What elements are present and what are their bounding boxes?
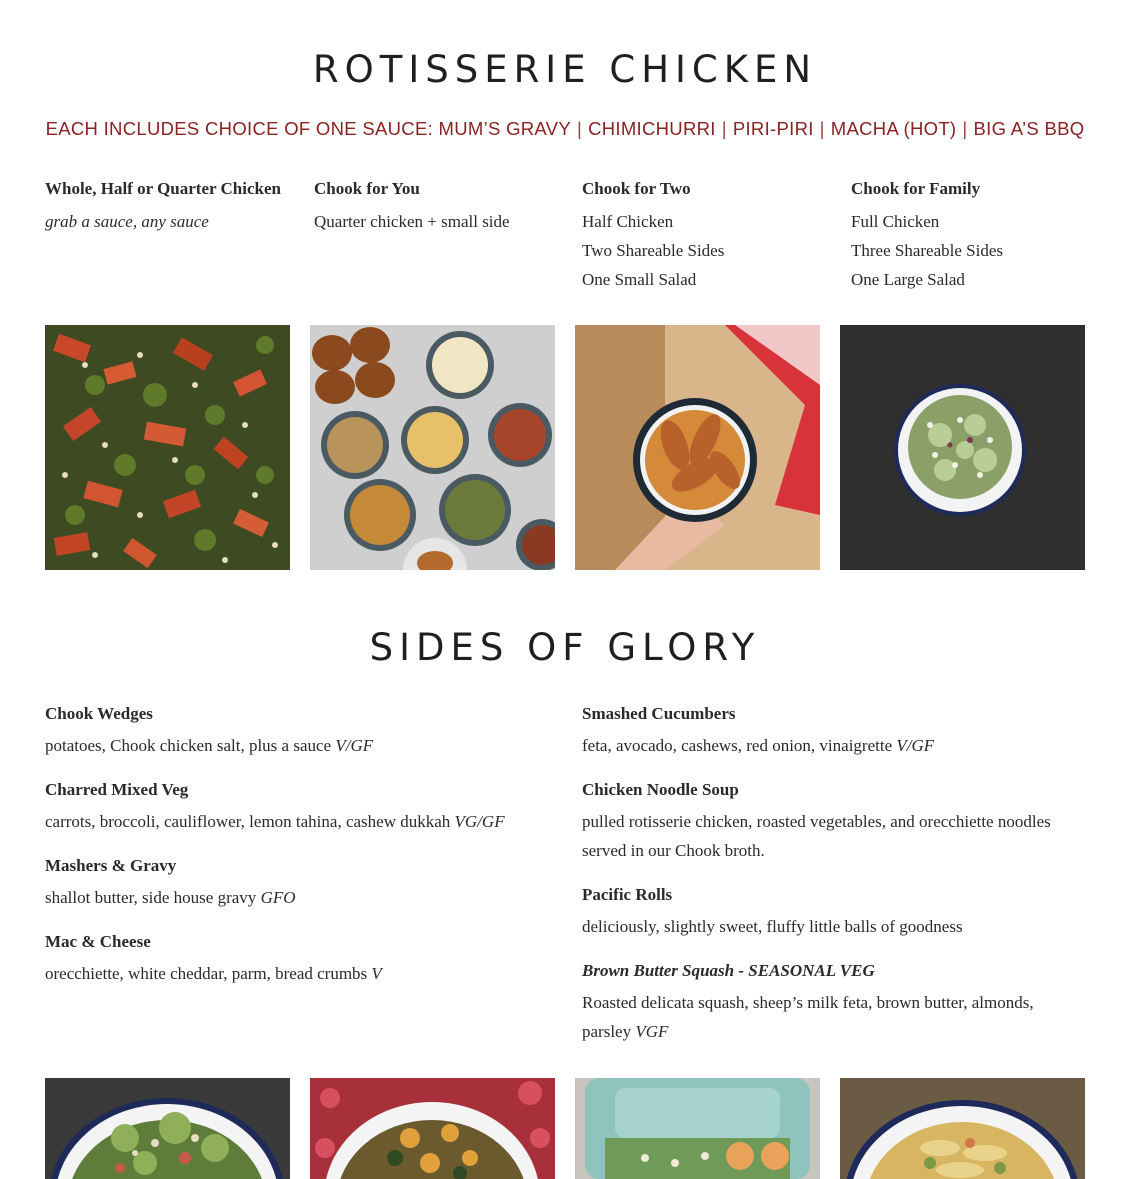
combo-name: Chook for You [314,179,420,198]
dietary-tag: V/GF [335,736,374,755]
side-item-desc-text: orecchiette, white cheddar, parm, bread crumbs [45,964,368,983]
side-item [45,930,555,988]
side-item-desc-text: potatoes, Chook chicken salt, plus a sauce [45,736,332,755]
side-item-desc [45,731,555,760]
combo-line: Two Shareable Sides [582,241,725,260]
dietary-tag: VG/GF [454,812,505,831]
photo-charred-veg [45,325,290,570]
sauce-item-mums-gravy: MUM’S GRAVY [438,118,571,139]
combo-line: Full Chicken [851,212,940,231]
combo-line: Quarter chicken + small side [314,212,510,231]
photo-salad-bowl [45,1078,290,1179]
dietary-tag: GFO [260,888,296,907]
combo-line: One Large Salad [851,270,965,289]
side-item-name: Smashed Cucumbers [582,704,736,723]
side-item-name: Mac & Cheese [45,932,151,951]
side-item-desc [582,731,1082,760]
sauce-separator: | [576,118,583,139]
combo-line: One Small Salad [582,270,697,289]
side-item-name: Brown Butter Squash - SEASONAL VEG [582,961,875,980]
photo-sides-spread [310,325,555,570]
side-item [582,883,1082,941]
section-title-rotisserie: ROTISSERIE CHICKEN [312,48,818,91]
sauce-item-macha: MACHA (HOT) [830,118,957,139]
combo-chook-for-family [851,178,1111,294]
side-item [45,778,555,836]
combo-chook-for-you [314,178,574,236]
combo-line: grab a sauce, any sauce [45,212,209,231]
side-item-desc-text: Roasted delicata squash, sheep’s milk feta, brown butter, almonds, parsley [582,993,1034,1041]
sauce-separator: | [819,118,825,139]
side-item-desc [45,807,555,836]
combo-name: Chook for Two [582,179,691,198]
side-item-desc [582,988,1082,1046]
sauce-item-chimichurri: CHIMICHURRI [588,118,716,139]
side-item-desc: deliciously, slightly sweet, fluffy little balls of goodness [582,917,963,936]
side-item-desc-text: feta, avocado, cashews, red onion, vinaigrette [582,736,893,755]
side-item [45,854,555,912]
side-item [582,778,1082,865]
side-item-name: Charred Mixed Veg [45,780,189,799]
photo-chook-wedges [575,325,820,570]
sauce-separator: | [962,118,968,139]
section-title-sides: SIDES OF GLORY [369,626,761,669]
side-item-name: Chook Wedges [45,704,153,723]
sauce-item-piri-piri: PIRI-PIRI [732,118,814,139]
photo-squash-bowl [310,1078,555,1179]
side-item [45,702,555,760]
side-item-desc-text: shallot butter, side house gravy [45,888,257,907]
photo-smashed-cucumbers [840,325,1085,570]
side-item-desc: pulled rotisserie chicken, roasted vegetables, and orecchiette noodles served in our Chook broth. [582,812,1051,860]
side-item-name: Mashers & Gravy [45,856,177,875]
combo-line: Three Shareable Sides [851,241,1003,260]
combo-chook-for-two [582,178,842,294]
photo-row-top [45,325,1085,570]
combo-name: Chook for Family [851,179,981,198]
sides-left-column [45,702,555,1006]
dietary-tag: VGF [635,1022,669,1041]
side-item-desc [45,959,555,988]
side-item-desc [45,883,555,912]
side-item [582,959,1082,1046]
side-item-name: Pacific Rolls [582,885,673,904]
photo-noodle-bowl [840,1078,1085,1179]
sauce-prefix: EACH INCLUDES CHOICE OF ONE SAUCE: [45,118,434,139]
photo-takeout-box [575,1078,820,1179]
dietary-tag: V/GF [896,736,935,755]
side-item-name: Chicken Noodle Soup [582,780,739,799]
sides-right-column [582,702,1082,1064]
combo-whole-half-quarter [45,178,305,236]
sauce-item-bbq: BIG A’S BBQ [973,118,1085,139]
combo-name: Whole, Half or Quarter Chicken [45,179,281,198]
sauce-choices-line [0,118,1130,140]
dietary-tag: V [371,964,382,983]
combo-line: Half Chicken [582,212,674,231]
photo-row-bottom [45,1078,1085,1179]
sauce-separator: | [721,118,727,139]
side-item [582,702,1082,760]
side-item-desc-text: carrots, broccoli, cauliflower, lemon tahina, cashew dukkah [45,812,451,831]
